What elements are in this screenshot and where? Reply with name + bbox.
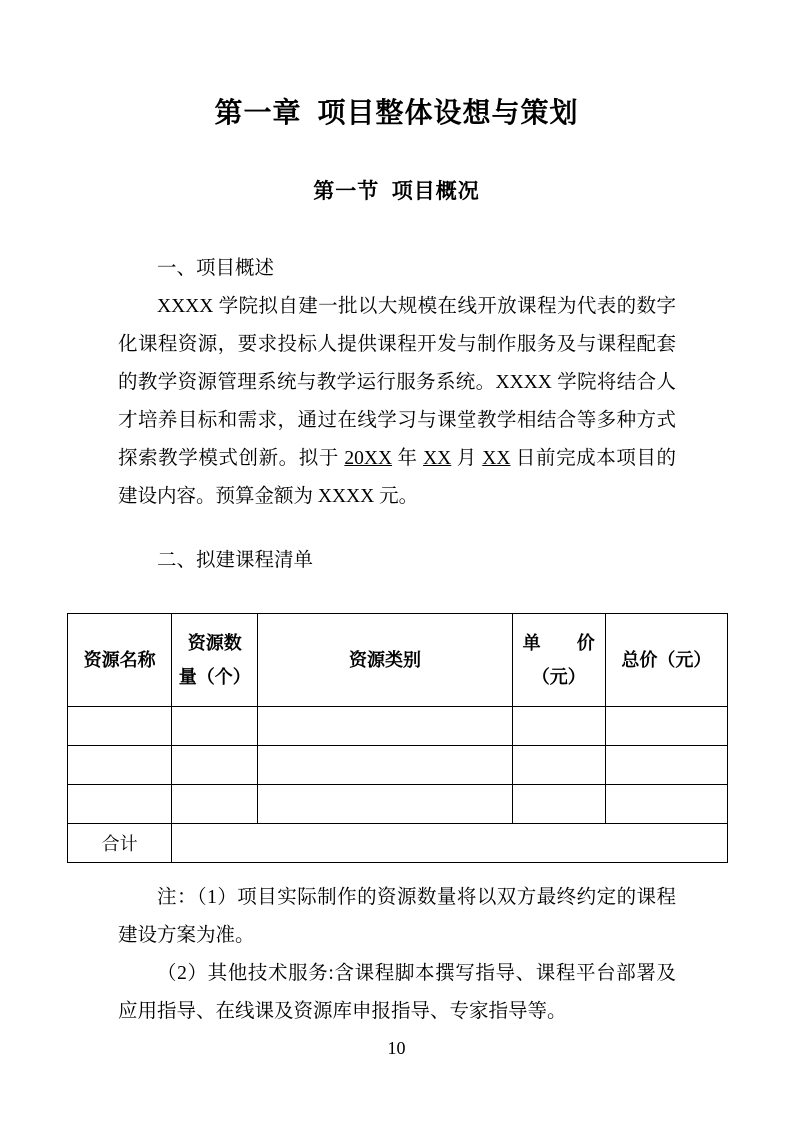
cell-resource-qty[interactable]	[172, 785, 258, 824]
table-row[interactable]	[68, 785, 728, 824]
cell-unit-price[interactable]	[512, 707, 605, 746]
cell-unit-price[interactable]	[512, 746, 605, 785]
year-placeholder: 20XX	[344, 448, 393, 469]
total-row-value[interactable]	[172, 824, 728, 863]
total-row-label: 合计	[68, 824, 172, 863]
header-unit-price-line1: 单价	[522, 633, 595, 653]
cell-resource-type[interactable]	[258, 785, 512, 824]
cell-resource-type[interactable]	[258, 707, 512, 746]
note-item-2: （2）其他技术服务:含课程脚本撰写指导、课程平台部署及应用指导、在线课及资源库申报指导、专家指导等。	[118, 963, 676, 1022]
cell-total-price[interactable]	[605, 746, 727, 785]
header-resource-qty-line2: 量（个）	[178, 667, 251, 687]
project-overview-paragraph	[118, 288, 676, 516]
resource-list-table	[67, 613, 728, 863]
page-number: 10	[387, 1038, 406, 1058]
subsection-heading-course-list: 二、拟建课程清单	[157, 550, 314, 571]
header-unit-price	[512, 614, 605, 707]
cell-resource-name[interactable]	[68, 746, 172, 785]
day-placeholder: XX	[482, 448, 511, 469]
header-resource-qty-line1: 资源数	[187, 633, 242, 653]
table-row[interactable]	[68, 746, 728, 785]
cell-resource-qty[interactable]	[172, 707, 258, 746]
year-unit: 年	[392, 448, 424, 469]
paragraph-tail-text: 日前完成本项目的建设内容。预算金额为 XXXX 元。	[118, 448, 676, 507]
cell-resource-type[interactable]	[258, 746, 512, 785]
header-unit-price-line2: （元）	[531, 667, 586, 687]
header-total-price: 总价（元）	[605, 614, 727, 707]
table-row[interactable]	[68, 707, 728, 746]
cell-total-price[interactable]	[605, 785, 727, 824]
subsection-heading-project-overview: 一、项目概述	[157, 258, 275, 279]
month-placeholder: XX	[423, 448, 452, 469]
header-resource-type: 资源类别	[258, 614, 512, 707]
cell-resource-qty[interactable]	[172, 746, 258, 785]
paragraph-lead-text: XXXX 学院拟自建一批以大规模在线开放课程为代表的数字化课程资源，要求投标人提供课程开发与制作服务及与课程配套的教学资源管理系统与教学运行服务系统。XXXX 学院将结合人才培养目标和需求，通过在线学习与课堂教学相结合等多种方式探索教学模式创新。拟于	[118, 296, 676, 469]
cell-resource-name[interactable]	[68, 707, 172, 746]
section-title: 第一节 项目概况	[313, 179, 480, 203]
note-item-1: 注：（1）项目实际制作的资源数量将以双方最终约定的课程建设方案为准。	[118, 887, 676, 946]
chapter-title: 第一章 项目整体设想与策划	[214, 98, 579, 129]
cell-unit-price[interactable]	[512, 785, 605, 824]
table-header-row	[68, 614, 728, 707]
header-resource-qty	[172, 614, 258, 707]
month-unit: 月	[451, 448, 483, 469]
cell-resource-name[interactable]	[68, 785, 172, 824]
table-total-row[interactable]	[68, 824, 728, 863]
header-resource-name: 资源名称	[68, 614, 172, 707]
cell-total-price[interactable]	[605, 707, 727, 746]
